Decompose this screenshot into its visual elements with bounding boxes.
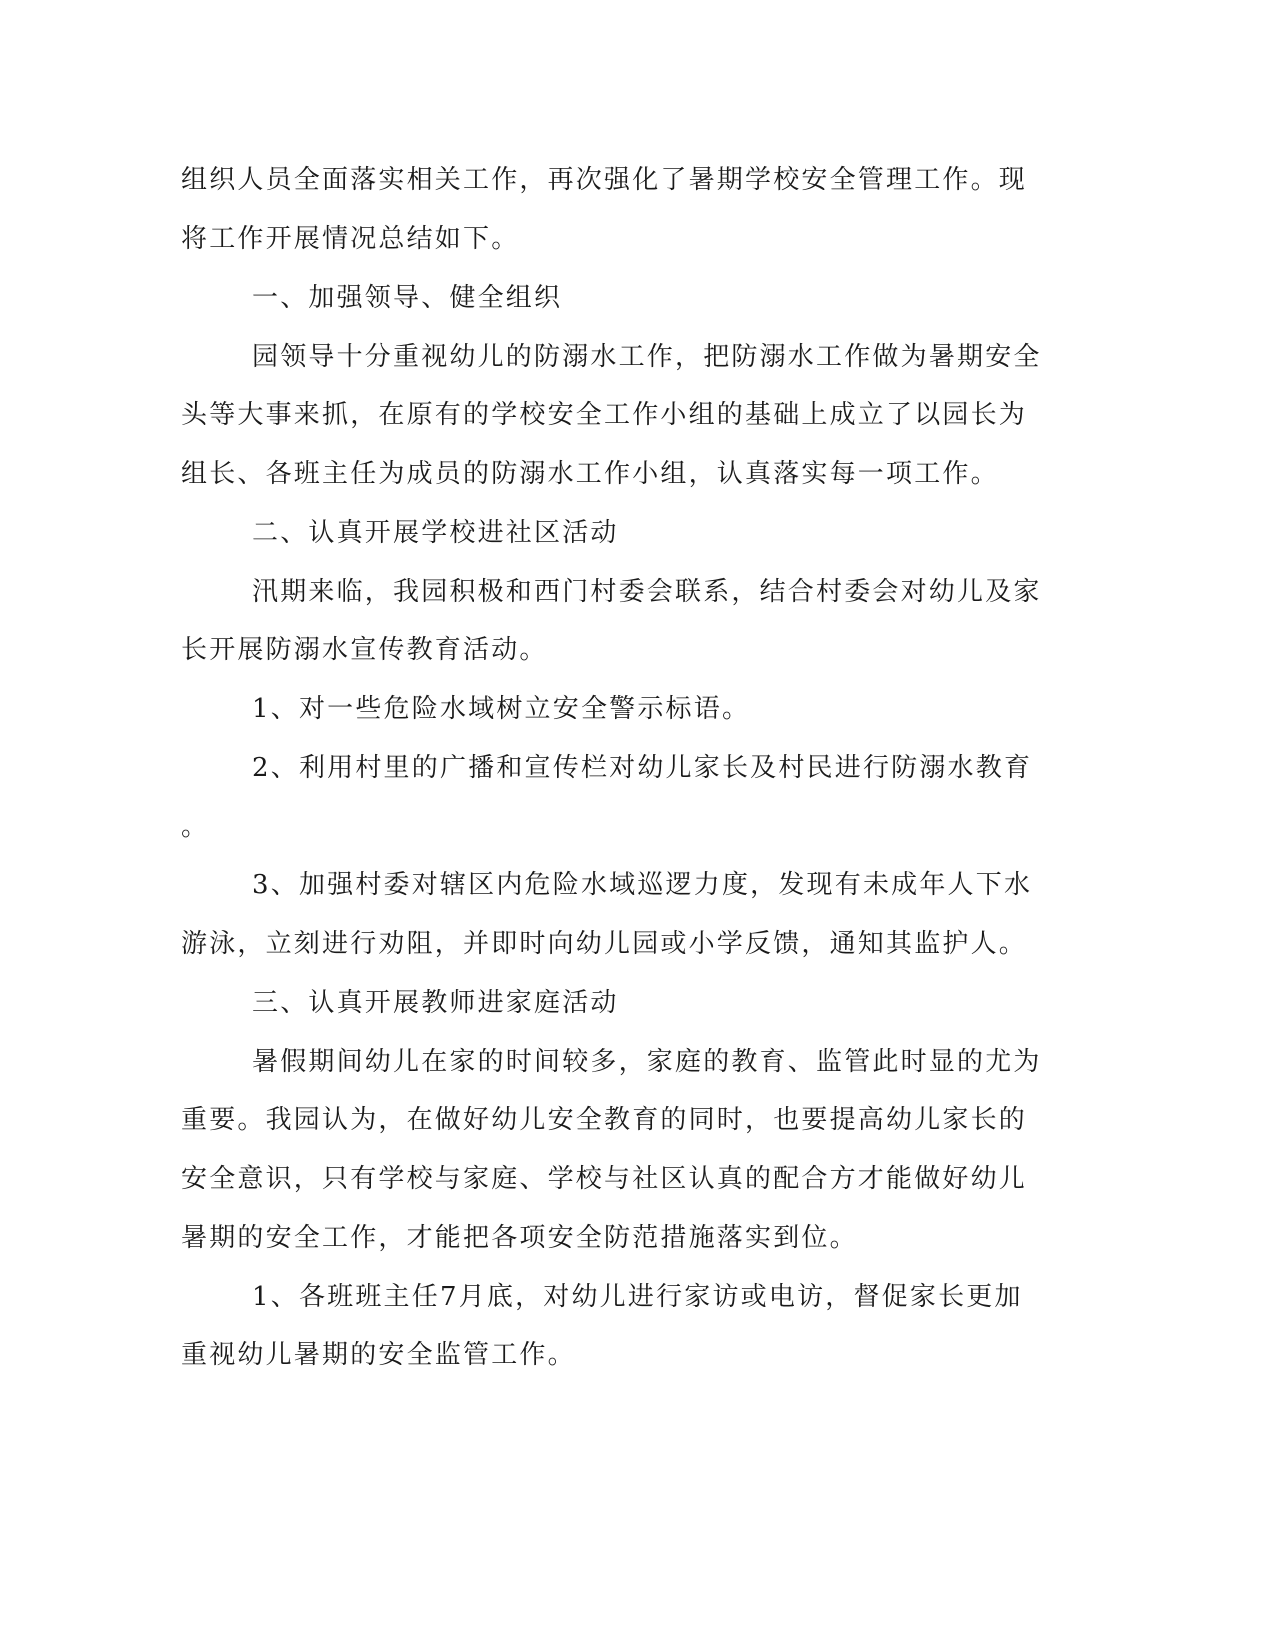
body-text-line: 头等大事来抓，在原有的学校安全工作小组的基础上成立了以园长为: [181, 400, 1028, 430]
section-heading: 一、加强领导、健全组织: [252, 283, 563, 313]
body-text-line: 安全意识，只有学校与家庭、学校与社区认真的配合方才能做好幼儿: [181, 1164, 1028, 1194]
body-text-line: 暑期的安全工作，才能把各项安全防范措施落实到位。: [181, 1223, 858, 1253]
body-text-line: 长开展防溺水宣传教育活动。: [181, 635, 548, 665]
body-text-line: 暑假期间幼儿在家的时间较多，家庭的教育、监管此时显的尤为: [252, 1047, 1042, 1077]
body-text-line: 重视幼儿暑期的安全监管工作。: [181, 1340, 576, 1370]
body-text-line: 组长、各班主任为成员的防溺水工作小组，认真落实每一项工作。: [181, 459, 999, 489]
list-item: 3、加强村委对辖区内危险水域巡逻力度，发现有未成年人下水: [252, 870, 1033, 900]
list-item: 2、利用村里的广播和宣传栏对幼儿家长及村民进行防溺水教育: [252, 753, 1033, 783]
body-text-line: 园领导十分重视幼儿的防溺水工作，把防溺水工作做为暑期安全: [252, 342, 1042, 372]
body-text-line: 组织人员全面落实相关工作，再次强化了暑期学校安全管理工作。现: [181, 165, 1028, 195]
body-text-line: 。: [181, 812, 210, 842]
body-text-line: 重要。我园认为，在做好幼儿安全教育的同时，也要提高幼儿家长的: [181, 1105, 1028, 1135]
list-item: 1、对一些危险水域树立安全警示标语。: [252, 694, 751, 724]
section-heading: 三、认真开展教师进家庭活动: [252, 988, 619, 1018]
body-text-line: 汛期来临，我园积极和西门村委会联系，结合村委会对幼儿及家: [252, 577, 1042, 607]
body-text-line: 将工作开展情况总结如下。: [181, 224, 520, 254]
list-item: 1、各班班主任7月底，对幼儿进行家访或电访，督促家长更加: [252, 1282, 1023, 1312]
section-heading: 二、认真开展学校进社区活动: [252, 518, 619, 548]
body-text-line: 游泳，立刻进行劝阻，并即时向幼儿园或小学反馈，通知其监护人。: [181, 929, 1028, 959]
